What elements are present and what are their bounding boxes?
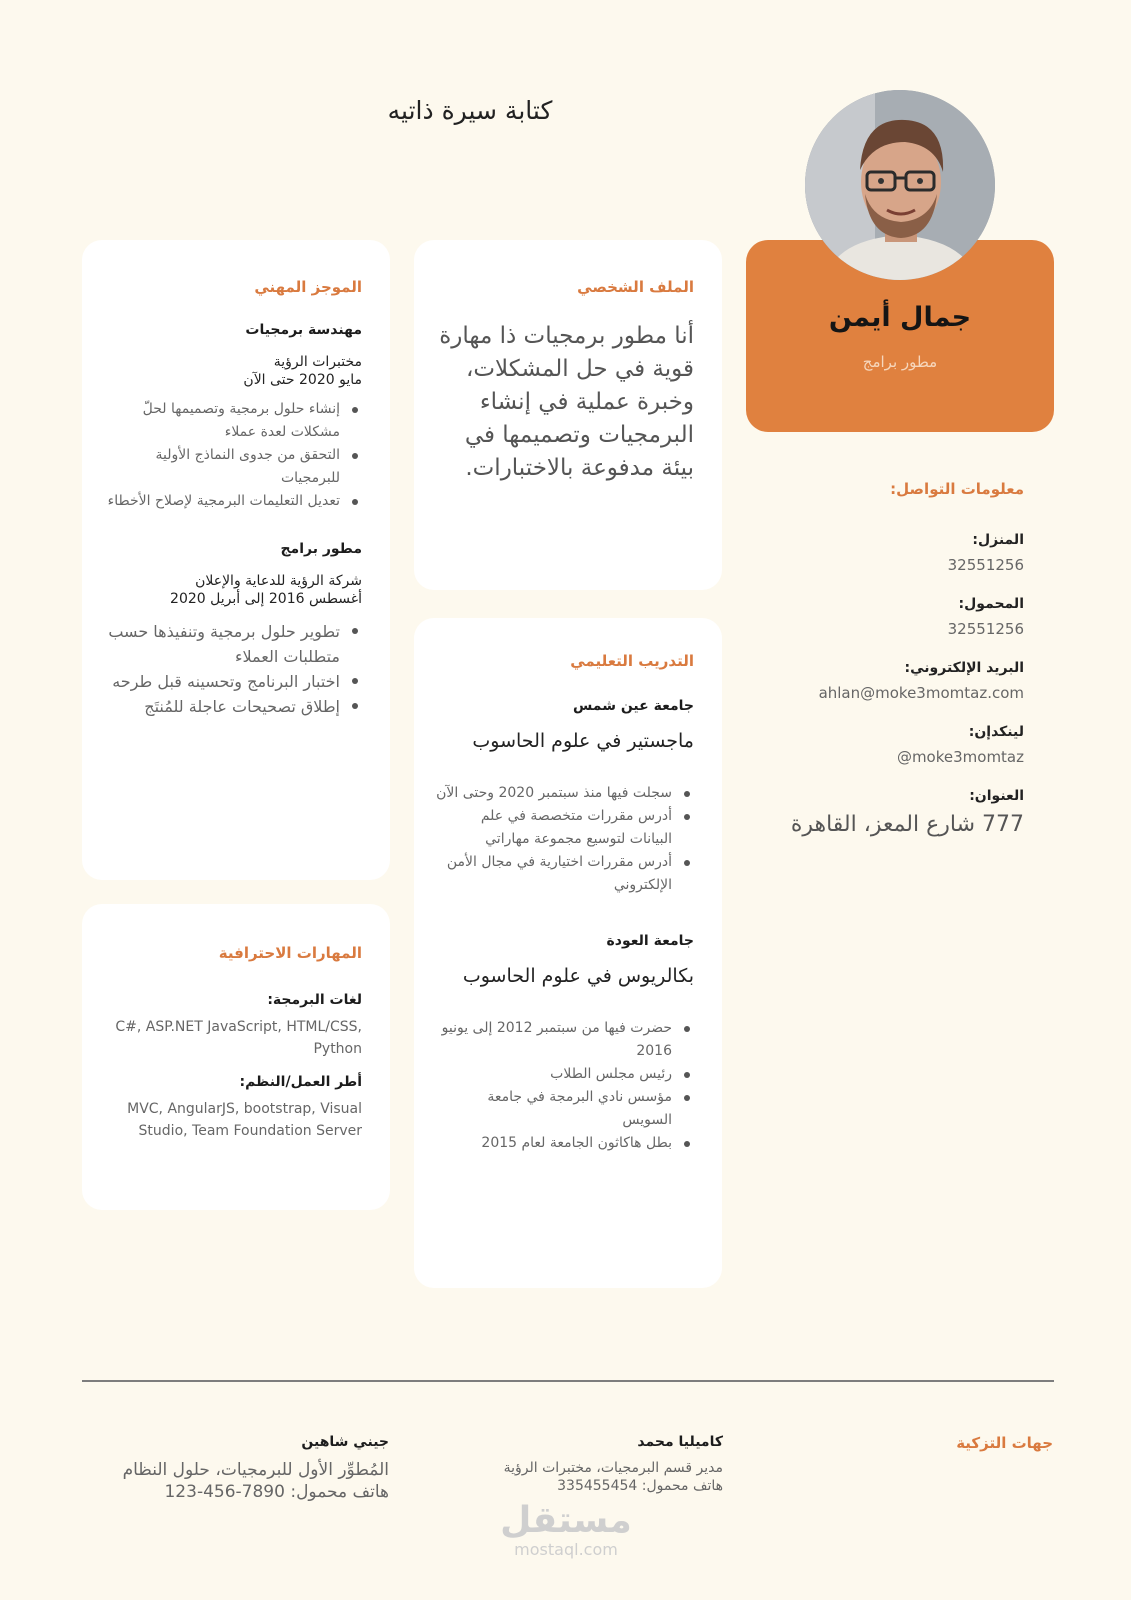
contact-value-home: 32551256 [947,556,1024,574]
skills-languages-value: C#, ASP.NET JavaScript, HTML/CSS, Python [115,1019,362,1057]
job-role: مطور برامج [280,541,362,557]
school-degree: بكالريوس في علوم الحاسوب [462,965,694,987]
profile-photo [805,90,995,280]
list-item: تعديل التعليمات البرمجية لإصلاح الأخطاء [104,490,362,513]
list-item: حضرت فيها من سبتمبر 2012 إلى يونيو 2016 [436,1017,694,1063]
reference-phone: هاتف محمول: 335455454 [557,1478,723,1494]
contact-value-linkedin[interactable]: moke3momtaz@ [896,748,1024,766]
job-period: مايو 2020 حتى الآن [243,372,362,388]
contact-value-email[interactable]: ahlan@moke3momtaz.com [818,684,1024,702]
page-title: كتابة سيرة ذاتيه [387,96,553,125]
job-role: مهندسة برمجيات [245,322,362,338]
summary-title: الموجز المهني [254,278,362,296]
profile-text: أنا مطور برمجيات ذا مهارة قوية في حل المشكلات، وخبرة عملية في إنشاء البرمجيات وتصميمها في بيئة مدفوعة بالاختبارات. [439,323,694,481]
contact-label-home: المنزل: [972,532,1024,548]
job-company: مختبرات الرؤية [273,354,362,370]
skills-frameworks-value: MVC, AngularJS, bootstrap, Visual Studio, Team Foundation Server [127,1101,362,1139]
skills-frameworks-label: أطر العمل/النظم: [239,1074,362,1090]
list-item: أدرس مقررات اختيارية في مجال الأمن الإلكتروني [436,851,694,897]
training-title: التدريب التعليمي [570,652,694,670]
contact-label-linkedin: لينكدإن: [968,724,1024,740]
list-item: سجلت فيها منذ سبتمبر 2020 وحتى الآن [436,782,694,805]
contact-label-email: البريد الإلكتروني: [904,660,1024,676]
summary-card [82,240,390,880]
list-item: اختبار البرنامج وتحسينه قبل طرحه [104,669,362,694]
skills-card [82,904,390,1210]
person-job-title: مطور برامج [862,353,938,371]
job-company: شركة الرؤية للدعاية والإعلان [195,573,362,589]
list-item: رئيس مجلس الطلاب [436,1063,694,1086]
skills-languages-label: لغات البرمجة: [267,992,362,1008]
watermark-logo [496,1500,636,1559]
school-name: جامعة العودة [606,933,694,949]
contact-value-address: 777 شارع المعز، القاهرة [790,812,1024,837]
person-name: جمال أيمن [828,302,972,333]
contact-section [776,480,1024,859]
reference-item [69,1434,389,1502]
list-item: إطلاق تصحيحات عاجلة للمُنتَج [104,694,362,719]
list-item: التحقق من جدوى النماذج الأولية للبرمجيات [104,444,362,490]
list-item: أدرس مقررات متخصصة في علم البيانات لتوسيع مجموعة مهاراتي [436,805,694,851]
reference-name: كاميليا محمد [637,1434,723,1450]
list-item: تطوير حلول برمجية وتنفيذها حسب متطلبات العملاء [104,619,362,669]
skills-title: المهارات الاحترافية [218,944,362,962]
profile-card [414,240,722,590]
reference-phone: هاتف محمول: 7890-456-123 [164,1482,389,1502]
reference-position: مدير قسم البرمجيات، مختبرات الرؤية [503,1460,723,1476]
training-card [414,618,722,1288]
list-item: مؤسس نادي البرمجة في جامعة السويس [436,1086,694,1132]
watermark-latin: mostaql.com [514,1540,618,1559]
contact-label-address: العنوان: [969,788,1024,804]
reference-item [423,1434,723,1494]
avatar-illustration [805,90,995,280]
school-degree: ماجستير في علوم الحاسوب [472,730,694,752]
watermark-arabic: مستقل [500,1500,632,1541]
school-name: جامعة عين شمس [573,698,694,714]
contact-value-mobile: 32551256 [947,620,1024,638]
divider [82,1380,1054,1382]
list-item: بطل هاكاثون الجامعة لعام 2015 [436,1132,694,1155]
reference-position: المُطوِّر الأول للبرمجيات، حلول النظام [122,1460,389,1480]
contact-title: معلومات التواصل: [890,480,1024,498]
job-period: أغسطس 2016 إلى أبريل 2020 [170,591,362,607]
profile-title: الملف الشخصي [577,278,694,296]
references-title: جهات التزكية [956,1434,1053,1452]
contact-label-mobile: المحمول: [958,596,1024,612]
list-item: إنشاء حلول برمجية وتصميمها لحلّ مشكلات لعدة عملاء [104,398,362,444]
reference-name: جيني شاهين [301,1434,389,1450]
